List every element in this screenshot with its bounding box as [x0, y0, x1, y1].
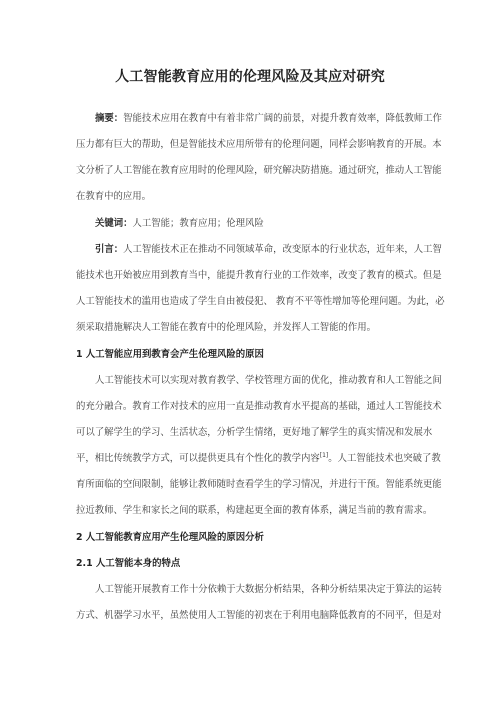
section-1-line: 拉近教师、学生和家长之间的联系，构建起更全面的教育体系，满足当前的教育需求。 — [76, 505, 433, 516]
abstract-section — [76, 106, 442, 210]
abstract-line: 压力都有巨大的帮助，但是智能技术应用所带有的伦理问题，同样会影响教育的开展。本 — [76, 139, 442, 150]
citation-marker: [1] — [319, 451, 329, 459]
intro-section — [76, 237, 445, 341]
section-1-line: 的充分融合。教育工作对技术的应用一直是推动教育水平提高的基础，通过人工智能技术 — [76, 401, 442, 412]
section-1-line: 人工智能技术可以实现对教育教学、学校管理方面的优化，推动教育和人工智能之间 — [95, 375, 442, 386]
abstract-line: 摘要：智能技术应用在教育中有着非常广阔的前景，对提升教育效率，降低教师工作 — [95, 113, 442, 124]
abstract-label: 摘要： — [95, 113, 124, 124]
abstract-line: 文分析了人工智能在教育应用时的伦理风险，研究解决防措施。通过研究，推动人工智能 — [76, 165, 442, 176]
section-1-heading: 1 人工智能应用到教育会产生伦理风险的原因 — [76, 349, 264, 360]
section-2-1-subheading: 2.1 人工智能本身的特点 — [76, 558, 181, 569]
keywords-text: 人工智能；教育应用；伦理风险 — [132, 218, 264, 229]
section-2 — [76, 525, 442, 629]
intro-line: 人工智能技术的滥用也造成了学生自由被侵犯、 教育不平等性增加等伦理问题。为此，必 — [76, 296, 445, 307]
section-1-line: 平，相比传统教学方式，可以提供更具有个性化的教学内容[1]。人工智能技术也突破了教 — [76, 451, 441, 464]
intro-line: 能技术也开始被应用到教育当中，能提升教育行业的工作效率，改变了教育的模式。但是 — [76, 270, 442, 281]
abstract-line: 在教育中的应用。 — [76, 191, 152, 202]
intro-label: 引言： — [95, 244, 124, 255]
keywords-line — [76, 211, 428, 237]
section-1 — [76, 342, 442, 524]
keywords-section — [76, 211, 428, 237]
section-2-heading: 2 人工智能教育应用产生伦理风险的原因分析 — [76, 532, 264, 543]
intro-line: 须采取措施解决人工智能在教育中的伦理风险，并发挥人工智能的作用。 — [76, 322, 377, 333]
section-1-line: 可以了解学生的学习、生活状态，分析学生情绪，更好地了解学生的真实情况和发展水 — [76, 427, 433, 438]
section-2-line: 人工智能开展教育工作十分依赖于大数据分析结果，各种分析结果决定于算法的运转 — [95, 584, 442, 595]
keywords-label: 关键词： — [95, 218, 133, 229]
intro-line: 引言：人工智能技术正在推动不同领域革命，改变原本的行业状态，近年来，人工智 — [95, 244, 442, 255]
section-2-line: 方式、机器学习水平，虽然使用人工智能的初衷在于利用电脑降低教育的不同平，但是对 — [76, 610, 442, 621]
paper-title: 人工智能教育应用的伦理风险及其应对研究 — [115, 69, 385, 85]
section-1-line: 育所面临的空间限制，能够让教师随时查看学生的学习情况，并进行干预。智能系统更能 — [76, 479, 442, 490]
